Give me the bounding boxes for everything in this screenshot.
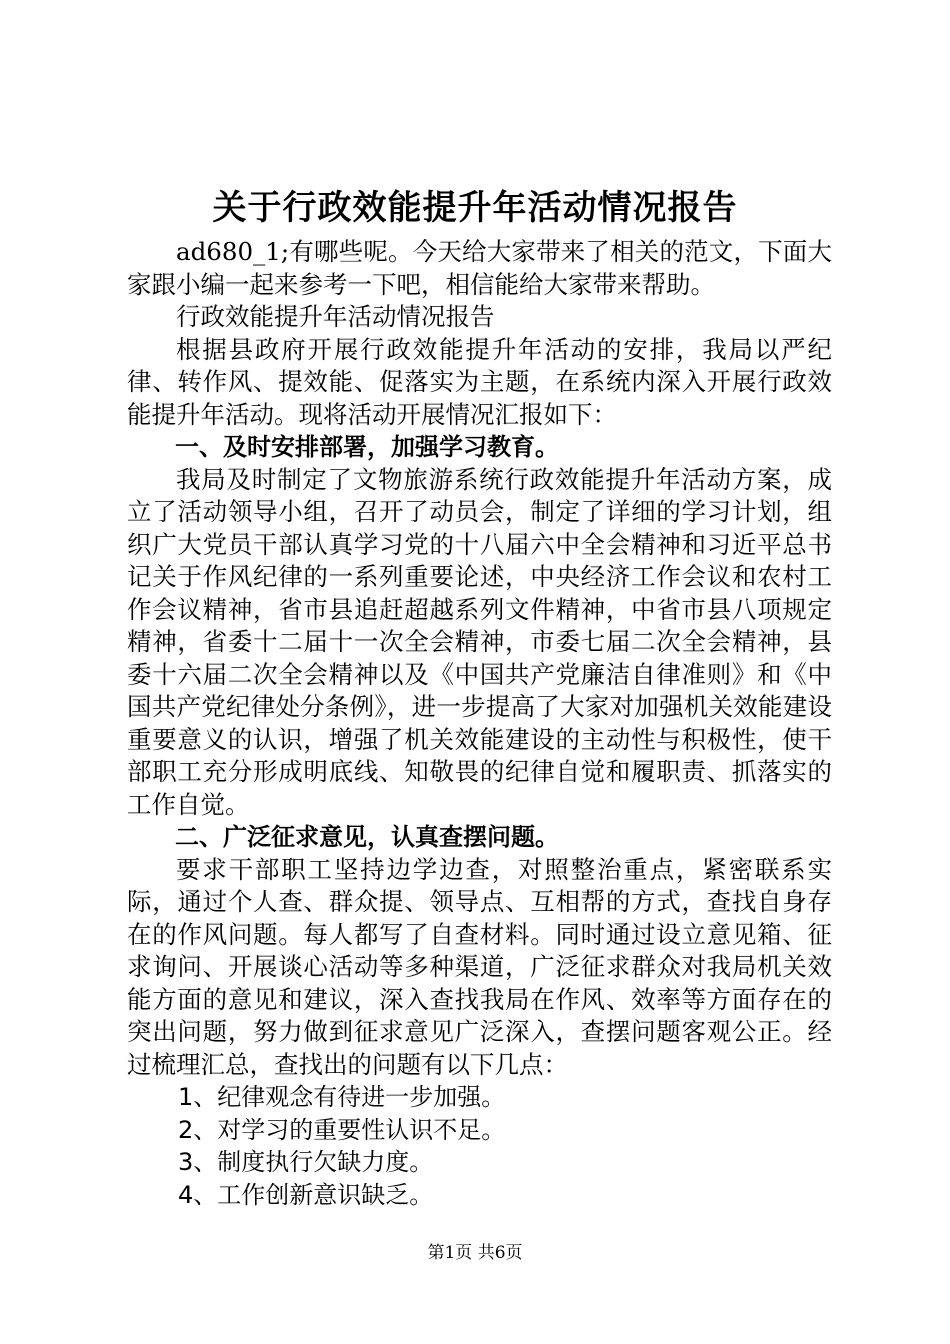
page-footer: 第1页 共6页 <box>427 1243 523 1263</box>
list-item: 2、对学习的重要性认识不足。 <box>178 1115 506 1144</box>
section-heading-2: 二、广泛征求意见，认真查摆问题。 <box>175 823 559 851</box>
list-item: 4、工作创新意识缺乏。 <box>178 1180 434 1209</box>
list-item: 1、纪律观念有待进一步加强。 <box>178 1083 506 1111</box>
section-heading-1: 一、及时安排部署，加强学习教育。 <box>175 433 559 461</box>
document-title: 关于行政效能提升年活动情况报告 <box>212 188 738 228</box>
document-body <box>127 236 832 1211</box>
paragraph-subtitle: 行政效能提升年活动情况报告 <box>176 302 495 331</box>
list-item: 3、制度执行欠缺力度。 <box>178 1148 434 1176</box>
paragraph-section-2: 要求干部职工坚持边学边查，对照整治重点，紧密联系实际，通过个人查、群众提、领导点、互相帮的方式，查找自身存在的作风问题。每人都写了自查材料。同时通过设立意见箱、征求询问、开展谈心活动等多种渠道，广泛征求群众对我局机关效能方面的意见和建议，深入查找我局在作风、效率等方面存在的突出问题，努力做到征求意见广泛深入，查摆问题客观公正。经过梳理汇总，查找出的问题有以下几点： <box>127 854 832 1079</box>
paragraph-intro: ad680_1;有哪些呢。今天给大家带来了相关的范文，下面大家跟小编一起来参考一下吧，相信能给大家带来帮助。 <box>127 237 832 299</box>
paragraph-opening: 根据县政府开展行政效能提升年活动的安排，我局以严纪律、转作风、提效能、促落实为主题，在系统内深入开展行政效能提升年活动。现将活动开展情况汇报如下： <box>127 334 832 429</box>
paragraph-section-1: 我局及时制定了文物旅游系统行政效能提升年活动方案，成立了活动领导小组，召开了动员会，制定了详细的学习计划，组织广大党员干部认真学习党的十八届六中全会精神和习近平总书记关于作风纪律的一系列重要论述，中央经济工作会议和农村工作会议精神，省市县追赶超越系列文件精神，中省市县八项规定精神，省委十二届十一次全会精神，市委七届二次全会精神，县委十六届二次全会精神以及《中国共产党廉洁自律准则》和《中国共产党纪律处分条例》，进一步提高了大家对加强机关效能建设重要意义的认识，增强了机关效能建设的主动性与积极性，使干部职工充分形成明底线、知敬畏的纪律自觉和履职责、抓落实的工作自觉。 <box>127 464 832 819</box>
